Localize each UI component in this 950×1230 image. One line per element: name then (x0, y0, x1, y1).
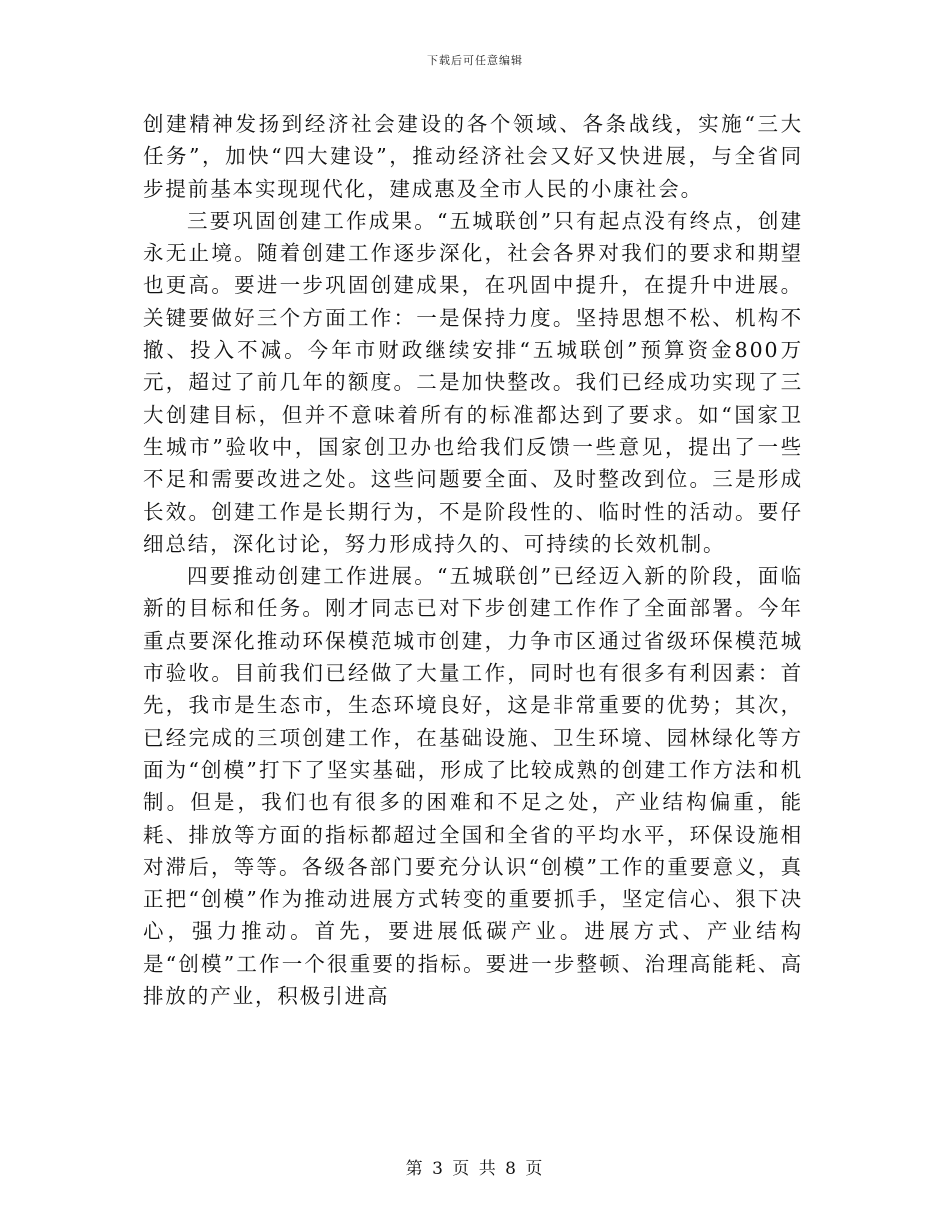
page-number-footer: 第 3 页 共 8 页 (405, 1159, 545, 1179)
paragraph-consolidate-results: 三要巩固创建工作成果。“五城联创”只有起点没有终点，创建永无止境。随着创建工作逐步深化，社会各界对我们的要求和期望也更高。要进一步巩固创建成果，在巩固中提升，在提升中进展。关键要做好三个方面工作：一是保持力度。坚持思想不松、机构不撤、投入不减。今年市财政继续安排“五城联创”预算资金800万元，超过了前几年的额度。二是加快整改。我们已经成功实现了三大创建目标，但并不意味着所有的标准都达到了要求。如“国家卫生城市”验收中，国家创卫办也给我们反馈一些意见，提出了一些不足和需要改进之处。这些问题要全面、及时整改到位。三是形成长效。创建工作是长期行为，不是阶段性的、临时性的活动。要仔细总结，深化讨论，努力形成持久的、可持续的长效机制。 (143, 208, 803, 556)
page-header: 下载后可任意编辑 (427, 54, 523, 67)
document-body (143, 108, 803, 1012)
paragraph-continued: 创建精神发扬到经济社会建设的各个领域、各条战线，实施“三大任务”，加快“四大建设”，推动经济社会又好又快进展，与全省同步提前基本实现现代化，建成惠及全市人民的小康社会。 (143, 112, 803, 201)
paragraph-promote-progress: 四要推动创建工作进展。“五城联创”已经迈入新的阶段，面临新的目标和任务。刚才同志已对下步创建工作作了全面部署。今年重点要深化推动环保模范城市创建，力争市区通过省级环保模范城市验收。目前我们已经做了大量工作，同时也有很多有利因素：首先，我市是生态市，生态环境良好，这是非常重要的优势；其次，已经完成的三项创建工作，在基础设施、卫生环境、园林绿化等方面为“创模”打下了坚实基础，形成了比较成熟的创建工作方法和机制。但是，我们也有很多的困难和不足之处，产业结构偏重，能耗、排放等方面的指标都超过全国和全省的平均水平，环保设施相对滞后，等等。各级各部门要充分认识“创模”工作的重要意义，真正把“创模”作为推动进展方式转变的重要抓手，坚定信心、狠下决心，强力推动。首先，要进展低碳产业。进展方式、产业结构是“创模”工作一个很重要的指标。要进一步整顿、治理高能耗、高排放的产业，积极引进高 (143, 564, 803, 1009)
